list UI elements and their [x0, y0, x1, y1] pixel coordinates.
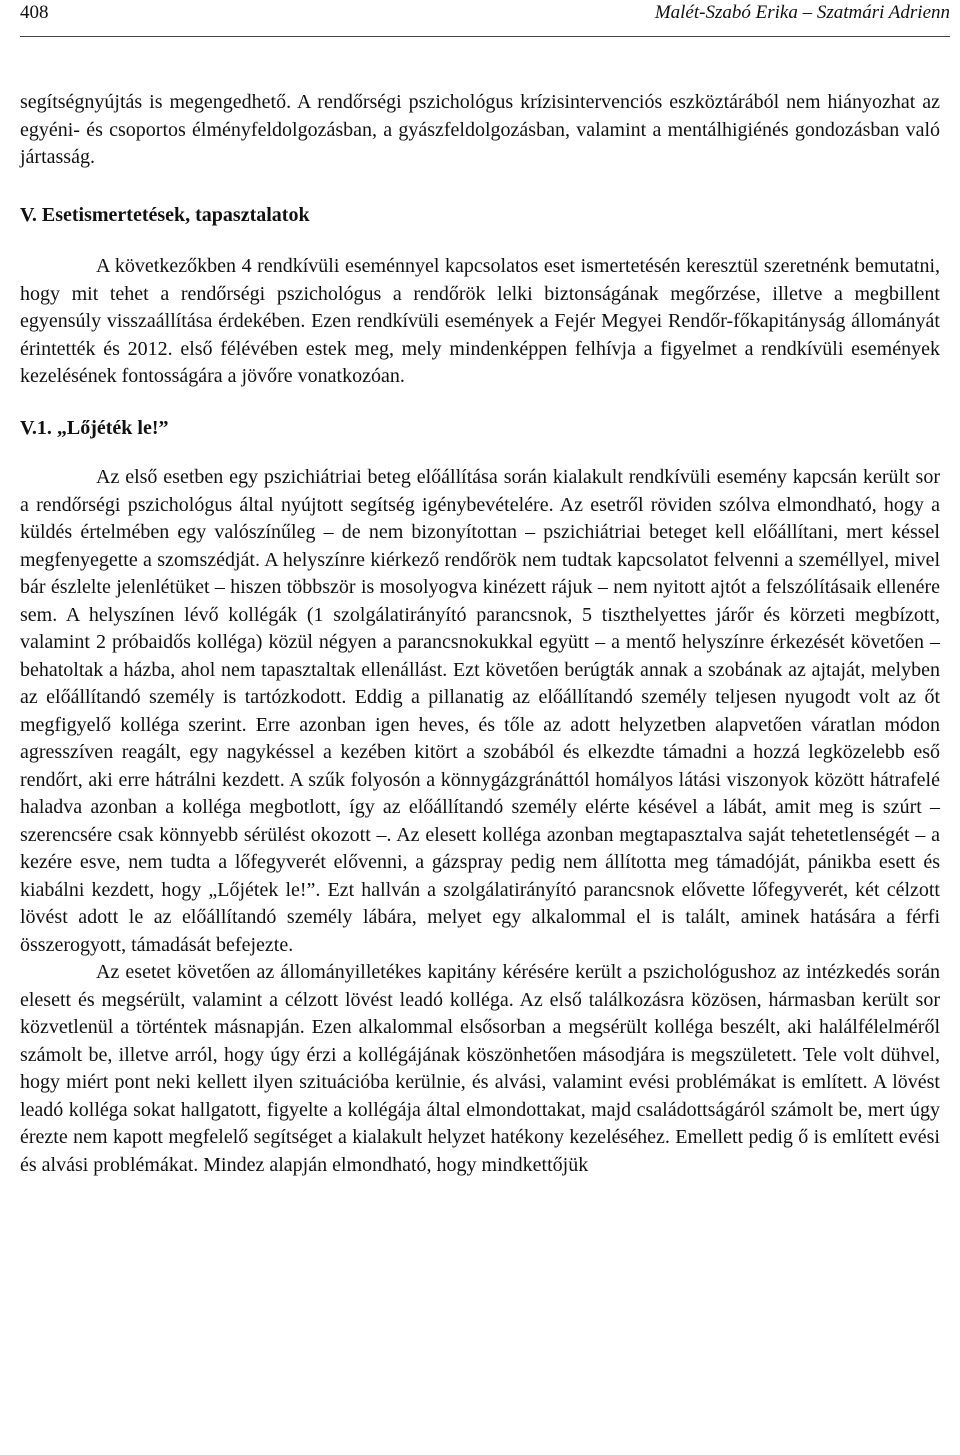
page-number: 408 — [20, 2, 49, 23]
intro-paragraph: segítségnyújtás is megengedhető. A rendőrségi pszichológus krízisintervenciós eszköztárából nem hiányozhat az egyéni- és csoportos élményfeldolgozásban, a gyászfeldolgozásban, valamint a mentálhigiénés gondozásban való jártasság. — [20, 91, 940, 168]
subsection-heading: V.1. „Lőjéték le!” — [20, 416, 169, 439]
case-paragraph-2: Az esetet követően az állományilletékes kapitány kérésére került a pszichológushoz az intézkedés során elesett és megsérült, valamint a célzott lövést leadó kolléga. Az első találkozásra közösen, hármasban került sor közvetlenül a történtek másnapján. Ezen alkalommal elsősorban a megsérült kolléga beszélt, aki halálfélelméről számolt be, illetve arról, hogy úgy érzi a kollégájának köszönhetően másodjára is megszületett. Tele volt dühvel, hogy miért pont neki kellett ilyen szituációba kerülnie, és alvási, valamint evési problémákat is említett. A lövést leadó kolléga sokat hallgatott, figyelte a kollégája által elmondottakat, majd családottságáról számolt be, mert úgy érezte nem kapott megfelelő segítséget a kialakult helyzet hatékony kezeléséhez. Emellett pedig ő is említett evési és alvási problémákat. Mindez alapján elmondható, hogy mindkettőjük — [20, 961, 940, 1176]
case-paragraph-1: Az első esetben egy pszichiátriai beteg előállítása során kialakult rendkívüli esemény kapcsán került sor a rendőrségi pszichológus által nyújtott segítség igénybevételére. Az esetről röviden szólva elmondható, hogy a küldés értelmében egy valószínűleg – de nem bizonyítottan – pszichiátriai beteget kell előállítani, mert késsel megfenyegette a szomszédját. A helyszínre kiérkező rendőrök nem tudtak kapcsolatot felvenni a személlyel, mivel bár észlelte jelenlétüket – hiszen többször is mosolyogva kinézett rájuk – nem nyitott ajtót a felszólításaik ellenére sem. A helyszínen lévő kollégák (1 szolgálatirányító parancsnok, 5 tiszthelyettes járőr és körzeti megbízott, valamint 2 próbaidős kolléga) közül négyen a parancsnokukkal együtt – a mentő helyszínre érkezését követően – behatoltak a házba, ahol nem tapasztaltak ellenállást. Ezt követően berúgták annak a szobának az ajtaját, melyben az előállítandó személy is tartózkodott. Eddig a pillanatig az előállítandó személy teljesen nyugodt volt az őt megfigyelő kolléga szerint. Erre azonban igen heves, és tőle az adott helyzetben alapvetően váratlan módon agresszíven reagált, egy nagykéssel a kezében kitört a szobából és elkezdte támadni a hozzá legközelebb eső rendőrt, aki erre hátrálni kezdett. A szűk folyosón a könnygázgránáttól homályos látási viszonyok között hátrafelé haladva azonban a kollégа megbotlott, így az előállítandó személy elérte késével a lábát, amit meg is szúrt – szerencsére csak könnyebb sérülést okozott –. Az elesett kollégа azonban megtapasztalva saját tehetetlenségét – a kezére esve, nem tudta a lőfegyverét elővenni, a gázspray pedig nem állította meg támadóját, pánikba esett és kiabálni kezdett, hogy „Lőjétek le!”. Ezt hallván a szolgálatirányító parancsnok elővette lőfegyverét, két célzott lövést adott le az előállítandó személy lábára, melyet egy alkalommal el is talált, aminek hatására a férfi összerogyott, támadását befejezte. — [20, 466, 940, 956]
section-heading: V. Esetismertetések, tapasztalatok — [20, 203, 310, 226]
section-paragraph: A következőkben 4 rendkívüli eseménnyel kapcsolatos eset ismertetésén keresztül szeretnénk bemutatni, hogy mit tehet a rendőrségi pszichológus a rendőrök lelki biztonságának megőrzése, illetve a megbillent egyensúly visszaállítása érdekében. Ezen rendkívüli események a Fejér Megyei Rendőr-főkapitányság állományát érintették és 2012. első félévében estek meg, mely mindenképpen felhívja a figyelmet a rendkívüli események kezelésének fontosságára a jövőre vonatkozóan. — [20, 255, 940, 387]
running-head: Malét-Szabó Erika – Szatmári Adrienn — [654, 2, 950, 23]
page-body — [20, 37, 940, 1179]
page-header — [20, 0, 950, 37]
